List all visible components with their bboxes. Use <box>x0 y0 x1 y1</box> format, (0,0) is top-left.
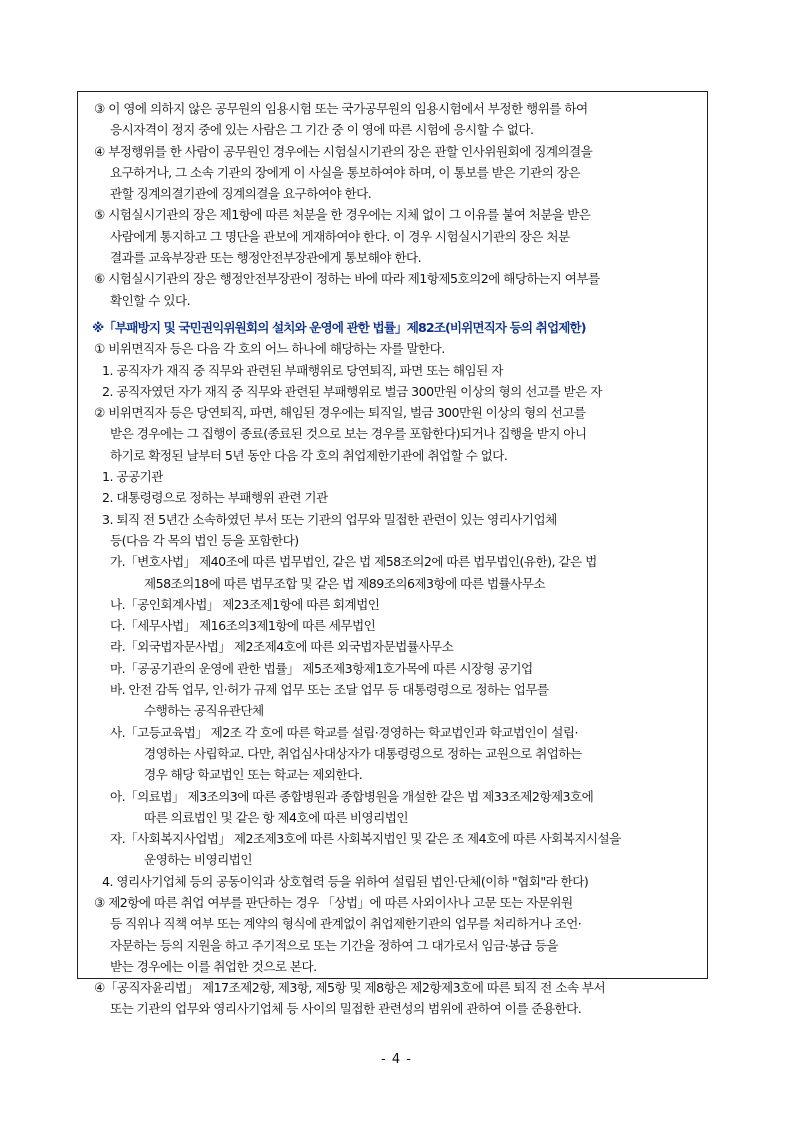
text-line: 따른 의료법인 및 같은 항 제4호에 따른 비영리법인 <box>144 809 408 825</box>
text-line: ③ 제2항에 따른 취업 여부를 판단하는 경우 「상법」에 따른 사외이사나 고문 또는 자문위원 <box>94 894 573 910</box>
text-line: 아.「의료법」 제3조의3에 따른 종합병원과 종합병원을 개설한 같은 법 제33조제2항제3호에 <box>110 788 594 804</box>
text-line: 1. 공공기관 <box>102 469 163 485</box>
text-line: 받는 경우에는 이를 취업한 것으로 본다. <box>110 958 317 974</box>
text-line: 라.「외국법자문사법」 제2조제4호에 따른 외국법자문법률사무소 <box>110 639 454 655</box>
text-line: 제58조의18에 따른 법무조합 및 같은 법 제89조의6제3항에 따른 법률사무소 <box>144 575 545 591</box>
text-line: 수행하는 공직유관단체 <box>144 703 264 719</box>
text-line: 또는 기관의 업무와 영리사기업체 등 사이의 밀접한 관련성의 범위에 관하여 이를 준용한다. <box>110 1001 582 1017</box>
text-line: 4. 영리사기업체 등의 공동이익과 상호협력 등을 위하여 설립된 법인·단체(이하 "협회"라 한다) <box>102 873 589 889</box>
text-line: 사.「고등교육법」 제2조 각 호에 따른 학교를 설립·경영하는 학교법인과 학교법인이 설립· <box>110 724 578 740</box>
legal-text-box <box>77 91 708 1017</box>
text-line: 사람에게 통지하고 그 명단을 관보에 게재하여야 한다. 이 경우 시험실시기관의 장은 처분 <box>110 228 570 244</box>
text-line: 자.「사회복지사업법」 제2조제3호에 따른 사회복지법인 및 같은 조 제4호에 따른 사회복지시설을 <box>110 831 621 847</box>
text-line: ⑤ 시험실시기관의 장은 제1항에 따른 처분을 한 경우에는 지체 없이 그 이유를 붙여 처분을 받은 <box>94 207 591 223</box>
text-line: 관할 징계의결기관에 징계의결을 요구하여야 한다. <box>110 186 372 202</box>
text-line: 1. 공직자가 재직 중 직무와 관련된 부패행위로 당연퇴직, 파면 또는 해임된 자 <box>102 362 503 378</box>
text-line: 마.「공공기관의 운영에 관한 법률」 제5조제3항제1호가목에 따른 시장형 공기업 <box>110 660 533 676</box>
text-line: 등(다음 각 목의 법인 등을 포함한다) <box>110 532 299 548</box>
text-line: 2. 공직자였던 자가 재직 중 직무와 관련된 부패행위로 벌금 300만원 이상의 형의 선고를 받은 자 <box>102 383 602 399</box>
text-line: ③ 이 영에 의하지 않은 공무원의 임용시험 또는 국가공무원의 임용시험에서 부정한 행위를 하여 <box>94 101 588 116</box>
section-heading: ※「부패방지 및 국민권익위원회의 설치와 운영에 관한 법률」제82조(비위면직자 등의 취업제한) <box>92 319 586 335</box>
text-line: 나.「공인회계사법」 제23조제1항에 따른 회계법인 <box>110 596 380 612</box>
text-line: 바. 안전 감독 업무, 인·허가 규제 업무 또는 조달 업무 등 대통령령으로 정하는 업무를 <box>110 682 549 698</box>
text-line: 결과를 교육부장관 또는 행정안전부장관에게 통보해야 한다. <box>110 250 422 266</box>
text-line: 다.「세무사법」 제16조의3제1항에 따른 세무법인 <box>110 618 376 634</box>
text-line: ④「공직자윤리법」 제17조제2항, 제3항, 제5항 및 제8항은 제2항제3호에 따른 퇴직 전 소속 부서 <box>94 980 606 996</box>
text-line: 자문하는 등의 지원을 하고 주기적으로 또는 기간을 정하여 그 대가로서 임금·봉급 등을 <box>110 937 558 953</box>
text-line: 경우 해당 학교법인 또는 학교는 제외한다. <box>144 767 363 783</box>
text-line: 2. 대통령령으로 정하는 부패행위 관련 기관 <box>102 490 328 506</box>
text-line: 확인할 수 있다. <box>110 292 191 308</box>
text-line: 운영하는 비영리법인 <box>144 852 252 868</box>
text-line: 등 직위나 직책 여부 또는 계약의 형식에 관계없이 취업제한기관의 업무를 처리하거나 조언· <box>110 916 582 932</box>
text-line: 경영하는 사립학교. 다만, 취업심사대상자가 대통령령으로 정하는 교원으로 취업하는 <box>144 745 582 761</box>
text-line: 요구하거나, 그 소속 기관의 장에게 이 사실을 통보하여야 하며, 이 통보를 받은 기관의 장은 <box>110 164 580 180</box>
text-line: ② 비위면직자 등은 당연퇴직, 파면, 해임된 경우에는 퇴직일, 벌금 300만원 이상의 형의 선고를 <box>94 405 586 421</box>
page-number: - 4 - <box>381 1052 412 1067</box>
text-line: 응시자격이 정지 중에 있는 사람은 그 기간 중 이 영에 따른 시험에 응시할 수 없다. <box>110 122 534 138</box>
text-line: 하기로 확정된 날부터 5년 동안 다음 각 호의 취업제한기관에 취업할 수 없다. <box>110 447 508 463</box>
text-line: ⑥ 시험실시기관의 장은 행정안전부장관이 정하는 바에 따라 제1항제5호의2에 해당하는지 여부를 <box>94 271 600 287</box>
text-line: 받은 경우에는 그 집행이 종료(종료된 것으로 보는 경우를 포함한다)되거나 집행을 받지 아니 <box>110 426 587 442</box>
text-line: ① 비위면직자 등은 다음 각 호의 어느 하나에 해당하는 자를 말한다. <box>94 341 445 357</box>
text-line: 가.「변호사법」 제40조에 따른 법무법인, 같은 법 제58조의2에 따른 법무법인(유한), 같은 법 <box>110 554 597 570</box>
text-line: 3. 퇴직 전 5년간 소속하였던 부서 또는 기관의 업무와 밀접한 관련이 있는 영리사기업체 <box>102 511 557 527</box>
text-line: ④ 부정행위를 한 사람이 공무원인 경우에는 시험실시기관의 장은 관할 인사위원회에 징계의결을 <box>94 143 593 159</box>
